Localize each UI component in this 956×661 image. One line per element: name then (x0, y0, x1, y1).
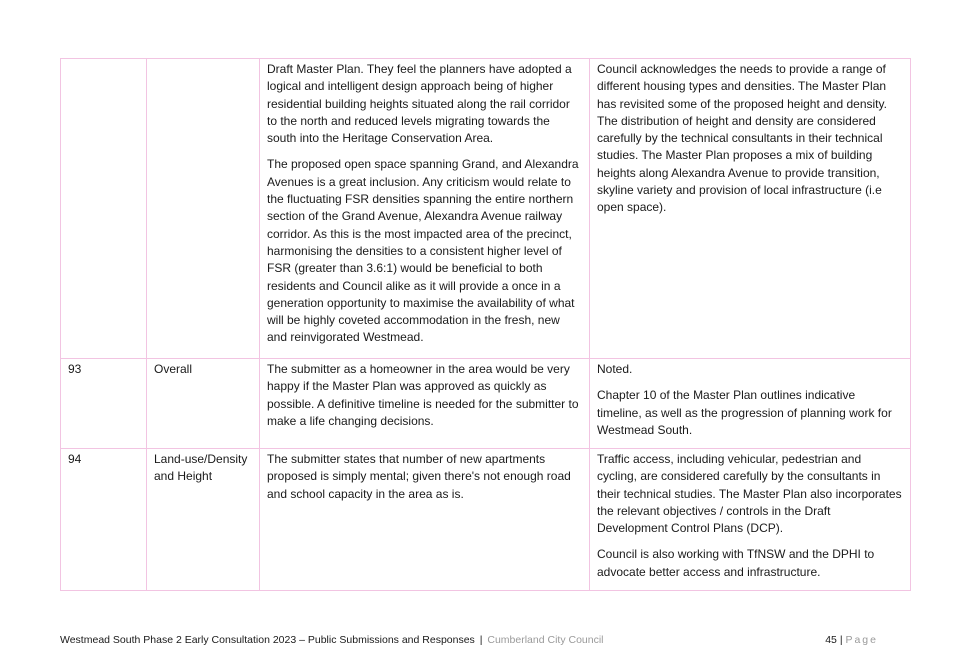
submission-paragraph: Draft Master Plan. They feel the planners have adopted a logical and intelligent design approach being of higher residential building heights situated along the rail corridor to the north and reduced levels migrating towards the south into the Heritage Conservation Area. (267, 62, 572, 146)
topic-cell: Overall (147, 359, 260, 449)
topic-cell (147, 59, 260, 359)
table-row (61, 449, 911, 591)
submission-paragraph: The submitter as a homeowner in the area would be very happy if the Master Plan was approved as quickly as possible. A definitive timeline is needed for the submitter to make a life changing decisions. (267, 362, 579, 428)
footer-council-name: Cumberland City Council (487, 634, 604, 646)
footer-page-indicator (825, 633, 878, 647)
submission-cell (260, 359, 590, 449)
response-cell (590, 359, 911, 449)
row-number-cell: 93 (61, 359, 147, 449)
footer-document-title (60, 633, 604, 647)
page-footer (60, 633, 896, 647)
row-number-cell: 94 (61, 449, 147, 591)
submission-paragraph: The submitter states that number of new apartments proposed is simply mental; given there's not enough road and school capacity in the area as is. (267, 452, 571, 501)
response-paragraph: Council is also working with TfNSW and the DPHI to advocate better access and infrastructure. (597, 547, 875, 579)
response-cell (590, 59, 911, 359)
footer-title: Westmead South Phase 2 Early Consultation 2023 – Public Submissions and Responses (60, 634, 475, 646)
page-word: Page (845, 634, 878, 646)
response-paragraph: Council acknowledges the needs to provide a range of different housing types and densities. The Master Plan has revisited some of the proposed height and density. The distribution of height and density are considered carefully by the technical consultants in their technical studies. The Master Plan proposes a mix of building heights along Alexandra Avenue to provide transition, skyline variety and provision of local infrastructure (i.e open space). (597, 62, 887, 215)
page-separator: | (839, 634, 843, 646)
row-number-cell (61, 59, 147, 359)
submission-cell (260, 59, 590, 359)
response-paragraph: Chapter 10 of the Master Plan outlines indicative timeline, as well as the progression of planning work for Westmead South. (597, 388, 892, 437)
response-cell (590, 449, 911, 591)
footer-separator: | (479, 634, 483, 646)
submissions-table (60, 58, 911, 591)
topic-cell: Land-use/Density and Height (147, 449, 260, 591)
submission-paragraph: The proposed open space spanning Grand, and Alexandra Avenues is a great inclusion. Any criticism would relate to the fluctuating FSR densities spanning the entire northern section of the Grand Avenue, Alexandra Avenue railway corridor. As this is the most impacted area of the precinct, harmonising the densities to a consistent higher level of FSR (greater than 3.6:1) would be beneficial to both residents and Council alike as it will provide a once in a generation opportunity to maximise the availability of what will be highly coveted accommodation in the fresh, new and reinvigorated Westmead. (267, 157, 579, 345)
page-number: 45 (825, 634, 837, 646)
table-row (61, 59, 911, 359)
table-row (61, 359, 911, 449)
response-paragraph: Traffic access, including vehicular, pedestrian and cycling, are considered carefully by the consultants in their technical studies. The Master Plan also incorporates the relevant objectives / controls in the Draft Development Control Plans (DCP). (597, 452, 902, 536)
submission-cell (260, 449, 590, 591)
response-paragraph: Noted. (597, 362, 633, 376)
